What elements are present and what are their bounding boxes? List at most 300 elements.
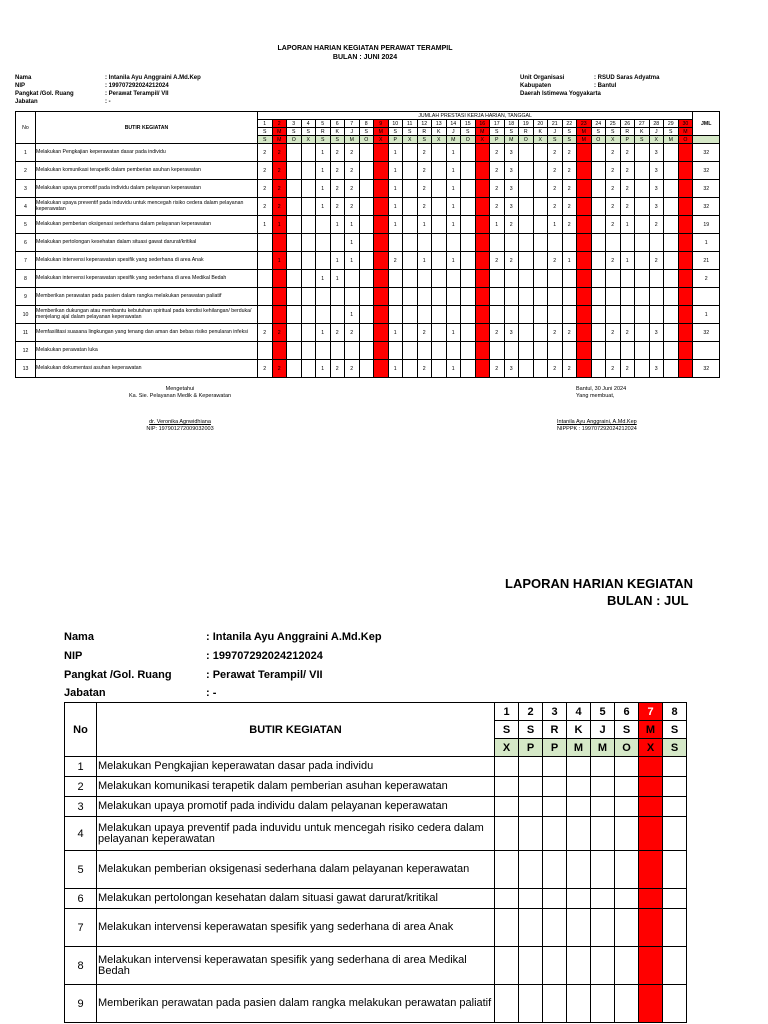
unit-label: Unit Organisasi <box>520 75 565 81</box>
value-cell <box>533 252 548 270</box>
signature-right <box>548 386 668 433</box>
zoom-value-cell <box>519 909 543 947</box>
value-cell <box>301 342 316 360</box>
value-cell <box>403 270 418 288</box>
value-cell: 2 <box>272 144 287 162</box>
value-cell <box>403 234 418 252</box>
value-cell <box>359 324 374 342</box>
weekday-cell: K <box>432 128 447 136</box>
value-cell <box>461 360 476 378</box>
value-cell <box>359 198 374 216</box>
value-cell <box>649 342 664 360</box>
signature-right-line1: Bantul, 30 Juni 2024 <box>576 386 627 392</box>
row-activity: Melakukan pertolongan kesehatan dalam situasi gawat darurat/kritikal <box>36 234 258 252</box>
zoom-report-title: LAPORAN HARIAN KEGIATAN <box>505 576 694 591</box>
value-cell: 1 <box>388 324 403 342</box>
value-cell <box>664 252 679 270</box>
value-cell <box>475 288 490 306</box>
value-cell: 3 <box>649 162 664 180</box>
value-cell: 1 <box>316 270 331 288</box>
value-cell <box>562 306 577 324</box>
row-number: 13 <box>16 360 36 378</box>
value-cell: 1 <box>316 324 331 342</box>
value-cell <box>577 144 592 162</box>
value-cell: 2 <box>330 198 345 216</box>
value-cell <box>345 288 360 306</box>
value-cell <box>504 270 519 288</box>
value-cell: 2 <box>490 252 505 270</box>
day-cell: 25 <box>606 120 621 128</box>
value-cell <box>577 306 592 324</box>
value-cell: 1 <box>258 216 273 234</box>
value-cell <box>678 306 693 324</box>
jabatan-value: : - <box>105 99 111 105</box>
zoom-value-cell <box>615 985 639 1023</box>
zoom-header-butir: BUTIR KEGIATAN <box>97 703 495 757</box>
zoom-value-cell <box>639 985 663 1023</box>
value-cell: 2 <box>504 252 519 270</box>
value-cell <box>577 162 592 180</box>
shift-cell: O <box>461 136 476 144</box>
zoom-value-cell <box>567 889 591 909</box>
value-cell <box>461 234 476 252</box>
value-cell <box>635 162 650 180</box>
zoom-value-cell <box>615 909 639 947</box>
row-total: 1 <box>693 306 720 324</box>
zoom-value-cell <box>495 797 519 817</box>
value-cell <box>417 342 432 360</box>
shift-cell: S <box>417 136 432 144</box>
value-cell <box>432 180 447 198</box>
value-cell <box>475 144 490 162</box>
day-cell: 1 <box>258 120 273 128</box>
value-cell: 1 <box>446 144 461 162</box>
zoom-weekday-cell: S <box>663 721 687 739</box>
weekday-cell: S <box>359 128 374 136</box>
value-cell <box>446 306 461 324</box>
value-cell: 3 <box>649 180 664 198</box>
value-cell <box>591 198 606 216</box>
row-number: 12 <box>16 342 36 360</box>
zoom-value-cell <box>615 889 639 909</box>
value-cell <box>635 180 650 198</box>
zoom-value-cell <box>543 985 567 1023</box>
value-cell <box>548 342 563 360</box>
row-number: 8 <box>16 270 36 288</box>
value-cell: 2 <box>330 162 345 180</box>
value-cell: 2 <box>345 162 360 180</box>
value-cell: 1 <box>345 252 360 270</box>
zoom-row-number: 1 <box>65 757 97 777</box>
value-cell <box>635 288 650 306</box>
value-cell <box>562 234 577 252</box>
value-cell <box>417 270 432 288</box>
row-activity: Melakukan perawatan luka <box>36 342 258 360</box>
value-cell <box>359 288 374 306</box>
shift-cell: X <box>374 136 389 144</box>
value-cell: 1 <box>316 180 331 198</box>
value-cell <box>287 306 302 324</box>
value-cell: 1 <box>345 234 360 252</box>
weekday-cell: R <box>417 128 432 136</box>
row-activity: Memberikan dukungan atau membantu kebutuhan spiritual pada kondisi kehilangan/ berduka/ menjelang ajal dalam pelayanan keperawatan <box>36 306 258 324</box>
value-cell <box>504 342 519 360</box>
value-cell: 1 <box>316 198 331 216</box>
value-cell <box>388 234 403 252</box>
value-cell <box>533 216 548 234</box>
zoom-weekday-cell: S <box>615 721 639 739</box>
value-cell <box>272 288 287 306</box>
value-cell <box>374 144 389 162</box>
zoom-value-cell <box>495 909 519 947</box>
value-cell <box>258 342 273 360</box>
day-cell: 22 <box>562 120 577 128</box>
value-cell <box>359 360 374 378</box>
day-cell: 19 <box>519 120 534 128</box>
value-cell <box>359 234 374 252</box>
row-activity: Memfasilitasi suasana lingkungan yang tenang dan aman dan bebas risiko penularan infeksi <box>36 324 258 342</box>
shift-cell: S <box>258 136 273 144</box>
zoom-row-number: 7 <box>65 909 97 947</box>
value-cell <box>446 270 461 288</box>
value-cell <box>272 270 287 288</box>
row-total: 32 <box>693 162 720 180</box>
value-cell <box>287 342 302 360</box>
value-cell <box>258 306 273 324</box>
value-cell <box>374 288 389 306</box>
value-cell: 1 <box>388 180 403 198</box>
zoom-value-cell <box>495 851 519 889</box>
value-cell <box>432 144 447 162</box>
value-cell <box>374 324 389 342</box>
value-cell: 2 <box>548 180 563 198</box>
value-cell <box>620 270 635 288</box>
value-cell: 2 <box>272 162 287 180</box>
value-cell <box>577 288 592 306</box>
value-cell <box>388 342 403 360</box>
row-total: 2 <box>693 270 720 288</box>
value-cell <box>577 270 592 288</box>
value-cell: 2 <box>490 360 505 378</box>
value-cell <box>359 216 374 234</box>
value-cell: 2 <box>548 144 563 162</box>
value-cell <box>287 324 302 342</box>
value-cell <box>359 252 374 270</box>
shift-cell: S <box>548 136 563 144</box>
zoom-value-cell <box>591 889 615 909</box>
zoom-value-cell <box>663 817 687 851</box>
pangkat-label: Pangkat /Gol. Ruang <box>15 91 74 97</box>
value-cell <box>504 288 519 306</box>
unit-value: : RSUD Saras Adyatma <box>594 75 660 81</box>
row-activity: Melakukan pemberian oksigenasi sederhana dalam pelayanan keperawatan <box>36 216 258 234</box>
value-cell <box>287 234 302 252</box>
header-no: No <box>16 112 36 144</box>
weekday-cell: S <box>258 128 273 136</box>
value-cell: 2 <box>345 144 360 162</box>
value-cell <box>432 216 447 234</box>
zoom-day-cell: 7 <box>639 703 663 721</box>
zoom-jabatan-value: : - <box>206 687 217 699</box>
weekday-cell: K <box>533 128 548 136</box>
weekday-cell: S <box>490 128 505 136</box>
value-cell: 2 <box>620 324 635 342</box>
row-total: 32 <box>693 324 720 342</box>
value-cell <box>403 162 418 180</box>
day-cell: 27 <box>635 120 650 128</box>
zoom-value-cell <box>615 817 639 851</box>
value-cell: 2 <box>272 324 287 342</box>
zoom-nama-value: : Intanila Ayu Anggraini A.Md.Kep <box>206 631 382 643</box>
value-cell: 2 <box>649 252 664 270</box>
value-cell <box>432 342 447 360</box>
zoom-day-cell: 1 <box>495 703 519 721</box>
day-cell: 13 <box>432 120 447 128</box>
day-cell: 14 <box>446 120 461 128</box>
weekday-cell: J <box>649 128 664 136</box>
value-cell <box>417 288 432 306</box>
value-cell: 1 <box>446 324 461 342</box>
value-cell: 3 <box>649 324 664 342</box>
zoom-value-cell <box>663 851 687 889</box>
report-subtitle: BULAN : JUNI 2024 <box>332 54 398 61</box>
value-cell <box>533 162 548 180</box>
daerah-label: Daerah Istimewa Yogyakarta <box>520 91 601 97</box>
zoom-shift-cell: P <box>519 739 543 757</box>
zoom-day-cell: 2 <box>519 703 543 721</box>
zoom-shift-cell: M <box>591 739 615 757</box>
pangkat-value: : Perawat Terampil/ VII <box>105 91 169 97</box>
shift-cell: S <box>316 136 331 144</box>
value-cell <box>258 270 273 288</box>
value-cell: 2 <box>417 198 432 216</box>
value-cell: 2 <box>606 252 621 270</box>
row-number: 9 <box>16 288 36 306</box>
value-cell <box>301 252 316 270</box>
value-cell <box>664 216 679 234</box>
value-cell <box>548 288 563 306</box>
value-cell <box>461 216 476 234</box>
day-cell: 6 <box>330 120 345 128</box>
weekday-cell: M <box>272 128 287 136</box>
zoom-nama-label: Nama <box>64 631 94 643</box>
value-cell <box>475 180 490 198</box>
value-cell: 1 <box>388 162 403 180</box>
value-cell <box>301 216 316 234</box>
value-cell <box>301 360 316 378</box>
value-cell: 3 <box>504 198 519 216</box>
nama-label: Nama <box>15 75 32 81</box>
zoom-table-row <box>65 797 687 817</box>
signature-left-line1: Mengetahui <box>165 386 195 392</box>
value-cell <box>388 270 403 288</box>
value-cell <box>301 306 316 324</box>
identity-labels <box>15 74 74 106</box>
value-cell <box>461 252 476 270</box>
value-cell <box>432 324 447 342</box>
value-cell <box>287 252 302 270</box>
zoom-value-cell <box>639 817 663 851</box>
value-cell <box>301 234 316 252</box>
zoom-value-cell <box>591 817 615 851</box>
day-cell: 29 <box>664 120 679 128</box>
value-cell: 2 <box>504 216 519 234</box>
zoom-table-row <box>65 909 687 947</box>
value-cell <box>475 162 490 180</box>
value-cell <box>678 162 693 180</box>
weekday-cell: S <box>664 128 679 136</box>
weekday-cell: S <box>461 128 476 136</box>
value-cell <box>678 144 693 162</box>
value-cell <box>533 342 548 360</box>
value-cell: 2 <box>606 216 621 234</box>
value-cell <box>490 234 505 252</box>
value-cell: 2 <box>606 324 621 342</box>
value-cell <box>591 252 606 270</box>
zoom-day-cell: 3 <box>543 703 567 721</box>
row-total: 32 <box>693 144 720 162</box>
value-cell <box>678 288 693 306</box>
row-activity: Memberikan perawatan pada pasien dalam rangka melakukan perawatan paliatif <box>36 288 258 306</box>
day-cell: 16 <box>475 120 490 128</box>
value-cell <box>606 288 621 306</box>
shift-cell: S <box>635 136 650 144</box>
table-row <box>16 216 720 234</box>
value-cell <box>461 144 476 162</box>
value-cell <box>374 252 389 270</box>
value-cell: 2 <box>649 216 664 234</box>
zoom-value-cell <box>663 985 687 1023</box>
value-cell <box>490 270 505 288</box>
value-cell <box>678 270 693 288</box>
value-cell: 2 <box>562 324 577 342</box>
value-cell <box>519 306 534 324</box>
zoom-value-cell <box>543 817 567 851</box>
value-cell: 1 <box>388 144 403 162</box>
value-cell <box>678 360 693 378</box>
unit-values <box>594 74 659 90</box>
value-cell <box>533 144 548 162</box>
row-activity: Melakukan dokumentasi asuhan keperawatan <box>36 360 258 378</box>
value-cell <box>301 180 316 198</box>
value-cell <box>258 234 273 252</box>
zoom-value-cell <box>519 889 543 909</box>
value-cell: 1 <box>620 252 635 270</box>
shift-cell: S <box>330 136 345 144</box>
value-cell <box>519 252 534 270</box>
value-cell: 2 <box>417 162 432 180</box>
zoom-value-cell <box>615 851 639 889</box>
value-cell <box>461 270 476 288</box>
row-total: 19 <box>693 216 720 234</box>
value-cell <box>664 234 679 252</box>
value-cell <box>606 234 621 252</box>
zoom-value-cell <box>519 947 543 985</box>
report-zoom-view <box>0 570 768 1024</box>
value-cell <box>606 270 621 288</box>
weekday-cell: J <box>548 128 563 136</box>
zoom-value-cell <box>639 851 663 889</box>
value-cell <box>345 342 360 360</box>
zoom-shift-cell: O <box>615 739 639 757</box>
shift-cell-jml <box>693 136 720 144</box>
value-cell <box>519 360 534 378</box>
value-cell <box>519 198 534 216</box>
zoom-row-number: 6 <box>65 889 97 909</box>
day-cell: 9 <box>374 120 389 128</box>
shift-cell: X <box>475 136 490 144</box>
day-cell: 7 <box>345 120 360 128</box>
value-cell <box>620 288 635 306</box>
zoom-value-cell <box>567 947 591 985</box>
zoom-row-activity: Melakukan intervensi keperawatan spesifik yang sederhana di area Medikal Bedah <box>97 947 495 985</box>
value-cell: 1 <box>417 252 432 270</box>
row-number: 10 <box>16 306 36 324</box>
value-cell <box>591 342 606 360</box>
zoom-table-row <box>65 851 687 889</box>
zoom-row-activity: Melakukan pemberian oksigenasi sederhana dalam pelayanan keperawatan <box>97 851 495 889</box>
value-cell <box>287 144 302 162</box>
value-cell <box>533 306 548 324</box>
value-cell <box>301 288 316 306</box>
value-cell: 2 <box>345 324 360 342</box>
value-cell: 1 <box>620 216 635 234</box>
value-cell: 1 <box>316 144 331 162</box>
zoom-weekday-cell: R <box>543 721 567 739</box>
zoom-table-row <box>65 889 687 909</box>
value-cell <box>374 306 389 324</box>
value-cell: 1 <box>345 216 360 234</box>
day-cell: 12 <box>417 120 432 128</box>
weekday-cell: R <box>620 128 635 136</box>
value-cell <box>301 270 316 288</box>
value-cell <box>403 216 418 234</box>
value-cell: 2 <box>620 144 635 162</box>
weekday-cell: S <box>504 128 519 136</box>
table-row <box>16 306 720 324</box>
zoom-value-cell <box>519 851 543 889</box>
value-cell <box>330 234 345 252</box>
value-cell <box>403 198 418 216</box>
value-cell: 2 <box>606 180 621 198</box>
value-cell <box>432 252 447 270</box>
shift-cell: P <box>388 136 403 144</box>
signature-right-name: Intanila Ayu Anggraini, A.Md.Kep <box>557 419 637 425</box>
weekday-cell: M <box>374 128 389 136</box>
shift-cell: P <box>620 136 635 144</box>
weekday-cell: M <box>475 128 490 136</box>
value-cell <box>287 198 302 216</box>
day-cell: 10 <box>388 120 403 128</box>
zoom-row-number: 9 <box>65 985 97 1023</box>
value-cell: 2 <box>330 324 345 342</box>
activity-table <box>15 111 720 378</box>
value-cell: 1 <box>388 198 403 216</box>
value-cell: 1 <box>446 198 461 216</box>
table-row <box>16 288 720 306</box>
value-cell <box>287 288 302 306</box>
shift-cell: X <box>403 136 418 144</box>
zoom-value-cell <box>567 851 591 889</box>
row-total: 32 <box>693 198 720 216</box>
header-butir: BUTIR KEGIATAN <box>36 112 258 144</box>
value-cell <box>258 252 273 270</box>
value-cell <box>432 288 447 306</box>
row-activity: Melakukan upaya preventif pada induvidu untuk mencegah risiko cedera dalam pelayanan keperawatan <box>36 198 258 216</box>
value-cell: 2 <box>606 198 621 216</box>
value-cell <box>533 288 548 306</box>
value-cell: 2 <box>490 180 505 198</box>
